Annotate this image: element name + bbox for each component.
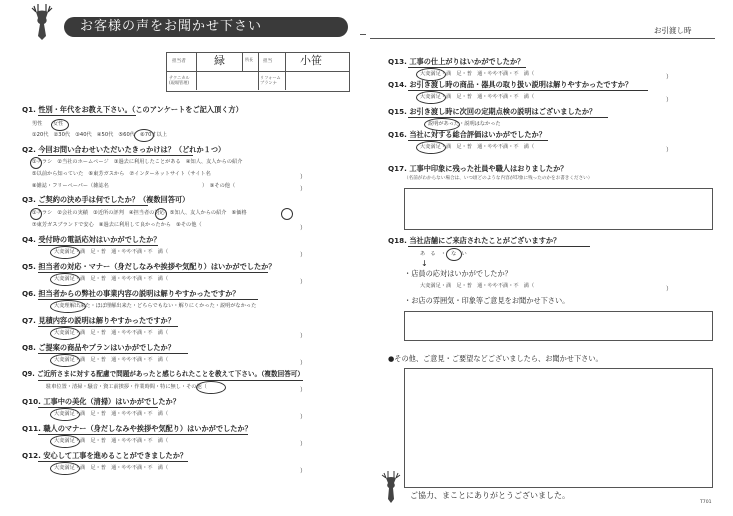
mark-q7 [50, 327, 80, 340]
mark-q12 [50, 462, 80, 475]
mark-q2 [30, 157, 42, 169]
arrow-down-icon: ↓ [421, 259, 428, 268]
q1-gender: 男性 女性 [32, 121, 64, 127]
q18-answer-box[interactable] [404, 311, 713, 341]
q7-scale: 大変満足・満 足・普 通・やや不満・不 満（ [54, 330, 169, 336]
q8-scale: 大変満足・満 足・普 通・やや不満・不 満（ [54, 357, 169, 363]
planner-label: リフォーム プランナ [260, 75, 281, 86]
q4-scale: 大変満足・満 足・普 通・やや不満・不 満（ [54, 249, 169, 255]
q18-scale: 大変満足・満 足・普 通・やや不満・不 満（ [420, 283, 535, 289]
q18-sub2: ・お店の雰囲気・印象等ご意見をお聞かせ下さい。 [404, 296, 570, 305]
staff-signature: 緑 [214, 54, 225, 67]
other-text: ●その他、ご意見・ご要望などございましたら、お聞かせ下さい。 [388, 354, 603, 363]
q11-scale: 大変満足・満 足・普 通・やや不満・不 満（ [54, 438, 169, 444]
q12-text: Q12. 安心して工事を進めることができましたか？ [22, 451, 188, 460]
q3-text: Q3. ご契約の決め手は何でしたか？（複数回答可） [22, 195, 190, 204]
header-rule-left [360, 34, 366, 35]
q3-opt2: ⑦東芳ガスブランドで安心 ⑧過去に利用して良かったから ⑨その他（ [32, 222, 202, 228]
mark-gender [51, 119, 69, 131]
q15-text: Q15. お引き渡し時に次回の定期点検の説明はございましたか？ [388, 107, 597, 116]
q13-scale: 大変満足・満 足・普 通・やや不満・不 満（ [420, 71, 535, 77]
q4-text: Q4. 受付時の電話応対はいかがでしたか？ [22, 235, 161, 244]
mark-q10 [50, 408, 80, 421]
q10-text: Q10. 工事中の美化（清掃）はいかがでしたか？ [22, 397, 180, 406]
q5-text: Q5. 担当者の対応・マナー（身だしなみや挨拶や気配り）はいかがでしたか？ [22, 262, 276, 271]
q15-opts: 説明があった・説明はなかった [428, 121, 501, 127]
q16-scale: 大変満足・満 足・普 通・やや不満・不 満（ [420, 144, 535, 150]
mark-q5 [50, 273, 80, 286]
form-code: T701 [700, 500, 712, 505]
technical-label: テクニカル (現場管理) [169, 75, 190, 86]
q2-opt2: ⑤以前から知っていた ⑥東芳ガスから ⑦インターネットサイト（サイト名 [32, 171, 211, 177]
manager-signature: 小笹 [300, 54, 322, 67]
q2-opt3b: ） ⑨その他（ [202, 183, 236, 189]
q1-age: ①20代 ②30代 ③40代 ④50代 ⑤60代 ⑥70才以上 [32, 132, 167, 138]
deer-logo-left [26, 2, 58, 42]
mark-q8 [50, 354, 80, 367]
mark-q3b [155, 208, 167, 220]
mark-q3c [281, 208, 293, 220]
q18-text: Q18. 当社店舗にご来店されたことがございますか？ [388, 236, 561, 245]
q7-text: Q7. 見積内容の説明は解りやすかったですか？ [22, 316, 175, 325]
mark-q16 [416, 141, 446, 154]
staff-label: 担当者 [172, 59, 186, 64]
mark-q11 [50, 435, 80, 448]
chief-label: 所長 [245, 57, 253, 62]
mark-age [134, 129, 154, 142]
q17-note: （名前がわからない場合は、いつ頃どのような内容が印象に残ったのかをお書きください） [404, 176, 593, 181]
q16-text: Q16. 当社に対する総合評価はいかがでしたか？ [388, 130, 546, 139]
q6-text: Q6. 担当者からの弊社の事業内容の説明は解りやすかったですか？ [22, 289, 240, 298]
q17-answer-box[interactable] [404, 188, 713, 230]
q9-text: Q9. ご近所さまに対する配慮で問題があったと感じられたことを教えて下さい。（複数回答可） [22, 370, 304, 378]
delivery-label: お引渡し時 [654, 26, 692, 35]
header-rule [370, 38, 715, 39]
manager-label: 担当 [263, 59, 273, 64]
q8-text: Q8. ご提案の商品やプランはいかがでしたか？ [22, 343, 175, 352]
q9-opts: 駐車位置・清掃・騒音・資工前挨拶・作業時間・特に無し・その他（ [46, 384, 207, 390]
page-title: お客様の声をお聞かせ下さい [80, 19, 263, 34]
q17-text: Q17. 工事中印象に残った社員や職人はおりましたか？ [388, 164, 568, 173]
q6-opts: 大変理解出来た・ほぼ理解出来た・どちらでもない・解りにくかった・説明がなかった [54, 303, 257, 309]
q14-scale: 大変満足・満 足・普 通・やや不満・不 満（ [420, 94, 535, 100]
mark-q9 [196, 381, 226, 394]
deer-logo-right [378, 470, 404, 504]
q5-scale: 大変満足・満 足・普 通・やや不満・不 満（ [54, 276, 169, 282]
mark-q3a [30, 208, 42, 220]
q14-text: Q14. お引き渡し時の商品・器具の取り扱い説明は解りやすかったですか？ [388, 80, 633, 89]
mark-q4 [50, 246, 80, 259]
q18-opts: あ る ・ な い [420, 251, 467, 257]
q13-text: Q13. 工事の仕上がりはいかがでしたか？ [388, 57, 525, 66]
mark-q18 [446, 248, 462, 261]
mark-q6 [50, 300, 86, 313]
other-answer-box[interactable] [404, 368, 713, 488]
q2-text: Q2. 今回お問い合わせいただいたきっかけは？（どれか１つ） [22, 145, 226, 154]
q10-scale: 大変満足・満 足・普 通・やや不満・不 満（ [54, 411, 169, 417]
q3-opt1: ①チラシ ②会社の実績 ③近所の評判 ④担当者の対応 ⑤知人、友人からの紹介 ⑥価格 [32, 210, 247, 216]
q2-opt3: ⑧雑誌・フリーペーパー（雑誌名 [32, 183, 109, 189]
q1-text: Q1. 性別・年代をお教え下さい。（このアンケートをご記入頂く方） [22, 105, 243, 114]
q18-sub1: ・店員の応対はいかがでしたか？ [404, 269, 512, 278]
q12-scale: 大変満足・満 足・普 通・やや不満・不 満（ [54, 465, 169, 471]
thanks-text: ご協力、まことにありがとうございました。 [410, 491, 570, 500]
q11-text: Q11. 職人のマナー（身だしなみや挨拶や気配り）はいかがでしたか？ [22, 424, 252, 433]
mark-q14 [416, 91, 446, 104]
q2-opt1: ①チラシ ②当社のホームページ ③過去に利用したことがある ④知人、友人からの紹介 [32, 159, 243, 165]
